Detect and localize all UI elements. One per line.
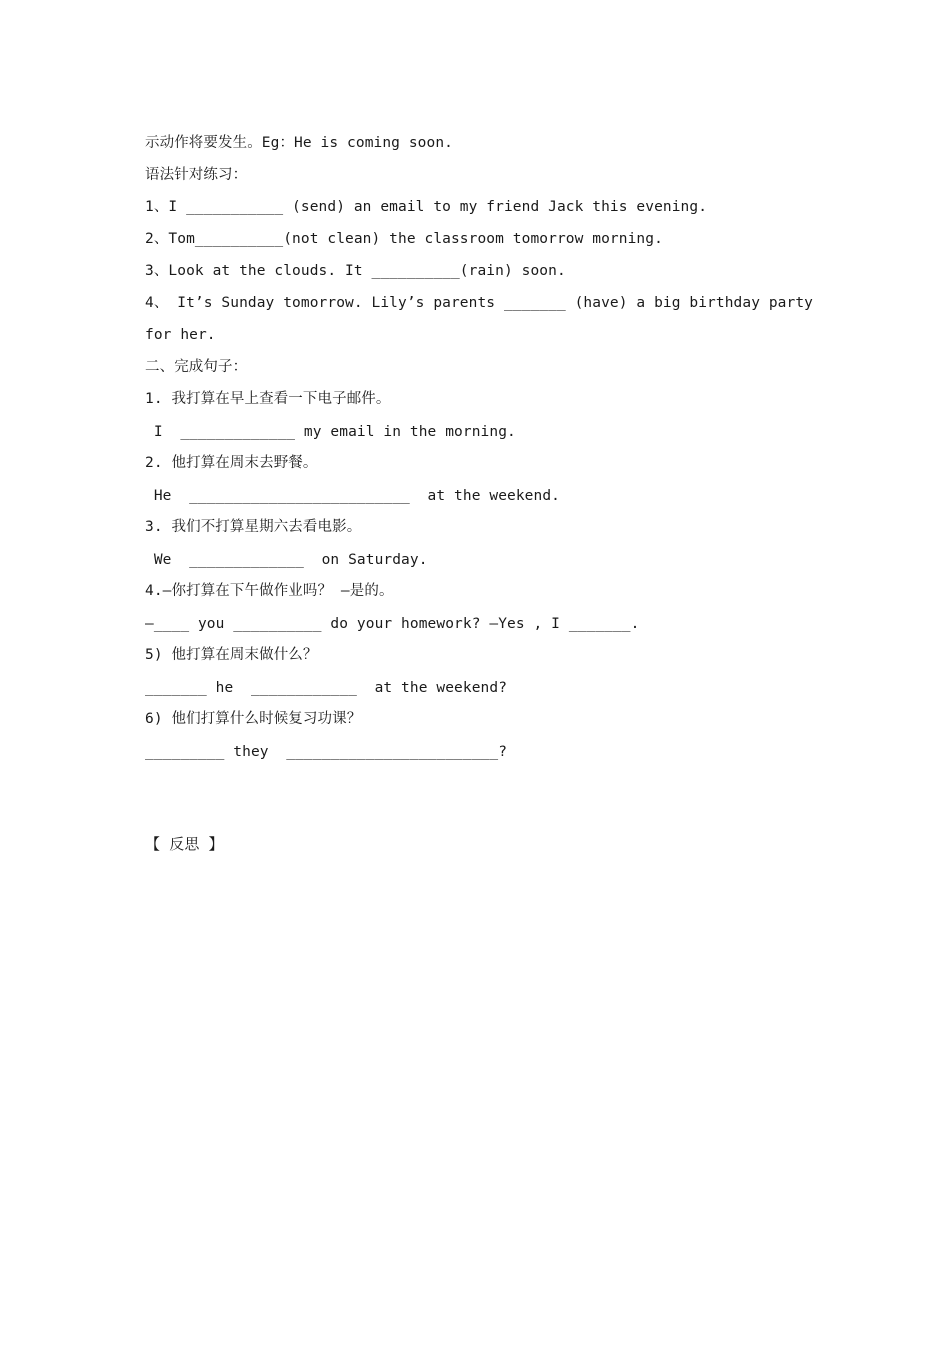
sentence-1-prompt: 1. 我打算在早上查看一下电子邮件。 (145, 391, 391, 407)
sentence-2-answer: He _________________________ at the weekend. (145, 488, 560, 504)
grammar-item-4-continued: for her. (145, 327, 216, 343)
grammar-item-1: 1、I ___________ (send) an email to my friend Jack this evening. (145, 199, 708, 215)
grammar-practice-heading: 语法针对练习： (145, 167, 248, 183)
sentence-4-prompt: 4.—你打算在下午做作业吗？ —是的。 (145, 583, 394, 599)
sentence-2-prompt: 2. 他打算在周末去野餐。 (145, 455, 318, 471)
complete-sentences-heading: 二、完成句子： (145, 359, 248, 375)
sentence-3-prompt: 3. 我们不打算星期六去看电影。 (145, 519, 362, 535)
sentence-4-answer: —____ you __________ do your homework? —Yes , I _______. (145, 616, 640, 632)
sentence-6-prompt: 6) 他们打算什么时候复习功课？ (145, 711, 362, 727)
reflection-heading: 【 反思 】 (145, 835, 224, 853)
sentence-1-answer: I _____________ my email in the morning. (145, 424, 516, 440)
grammar-item-3: 3、Look at the clouds. It __________(rain) soon. (145, 263, 566, 279)
grammar-item-4: 4、 It’s Sunday tomorrow. Lily’s parents _______ (have) a big birthday party (145, 295, 813, 311)
sentence-3-answer: We _____________ on Saturday. (145, 552, 428, 568)
sentence-5-prompt: 5) 他打算在周末做什么？ (145, 647, 318, 663)
sentence-5-answer: _______ he ____________ at the weekend? (145, 680, 508, 696)
intro-line: 示动作将要发生。Eg：He is coming soon. (145, 135, 453, 151)
grammar-item-2: 2、Tom__________(not clean) the classroom tomorrow morning. (145, 231, 663, 247)
sentence-6-answer: _________ they ________________________? (145, 744, 508, 760)
